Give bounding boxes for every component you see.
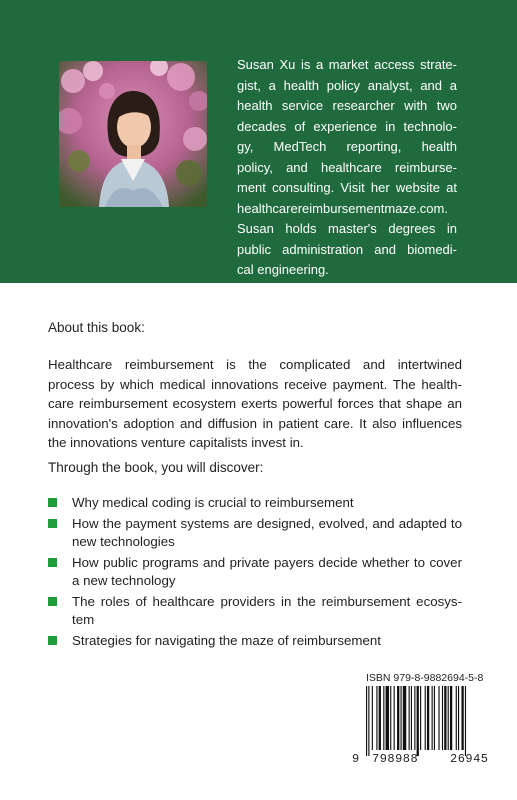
author-portrait-photo-icon <box>59 61 207 207</box>
barcode-digit-group-right: 26945 <box>450 752 489 766</box>
list-item <box>48 593 462 630</box>
list-item-text: Strategies for navigating the maze of reimbursement <box>72 632 381 648</box>
bio-line: decades of experience in technolo- <box>237 118 457 134</box>
description-line: the innovations venture capitalists invest in. <box>48 435 304 450</box>
author-bio <box>237 55 457 281</box>
bio-line: policy, and healthcare reimburse- <box>237 159 457 175</box>
bio-line: Susan Xu is a market access strate- <box>237 57 457 72</box>
green-square-bullet-icon <box>48 519 57 528</box>
book-description <box>48 355 462 453</box>
list-item <box>48 515 462 552</box>
description-line: Healthcare reimbursement is the complicated and intertwined <box>48 357 462 372</box>
list-item-text: a new technology <box>72 573 176 588</box>
author-photo <box>59 61 207 207</box>
bio-line: Susan holds master's degrees in <box>237 221 457 236</box>
isbn-label: ISBN 979-8-9882694-5-8 <box>366 672 484 684</box>
description-line: process by which medical innovations receive payment. The health- <box>48 376 462 392</box>
description-line: innovation's adoption and diffusion in patient care. It also influences <box>48 415 462 431</box>
bio-line: ment consulting. Visit her website at <box>237 180 457 195</box>
list-item-text: new technologies <box>72 534 175 549</box>
bio-line: health service researcher with two <box>237 98 457 113</box>
discover-intro: Through the book, you will discover: <box>48 460 264 475</box>
discover-list <box>48 494 462 652</box>
green-square-bullet-icon <box>48 498 57 507</box>
list-item <box>48 632 462 651</box>
green-square-bullet-icon <box>48 636 57 645</box>
list-item-text: The roles of healthcare providers in the reimbursement ecosys- <box>72 593 462 609</box>
list-item <box>48 554 462 591</box>
description-line: care reimbursement ecosystem exerts powerful forces that shape an <box>48 396 462 411</box>
list-item-text: How public programs and private payers decide whether to cover <box>72 554 462 570</box>
barcode-digit-prefix: 9 <box>352 752 360 766</box>
green-square-bullet-icon <box>48 597 57 606</box>
bio-website: healthcarereimbursementmaze.com. <box>237 200 448 216</box>
list-item-text: Why medical coding is crucial to reimbursement <box>72 495 354 510</box>
green-square-bullet-icon <box>48 558 57 567</box>
list-item-text: How the payment systems are designed, evolved, and adapted to <box>72 515 462 531</box>
list-item <box>48 494 462 513</box>
bio-line: gist, a health policy analyst, and a <box>237 77 457 93</box>
bio-line: gy, MedTech reporting, health <box>237 139 457 154</box>
bio-line: public administration and biomedi- <box>237 241 457 257</box>
barcode-digit-group-left: 798988 <box>372 752 419 766</box>
about-heading: About this book: <box>48 320 145 335</box>
barcode-icon <box>366 686 504 756</box>
author-band <box>0 0 517 283</box>
list-item-text: tem <box>72 612 95 627</box>
bio-line: cal engineering. <box>237 262 329 277</box>
